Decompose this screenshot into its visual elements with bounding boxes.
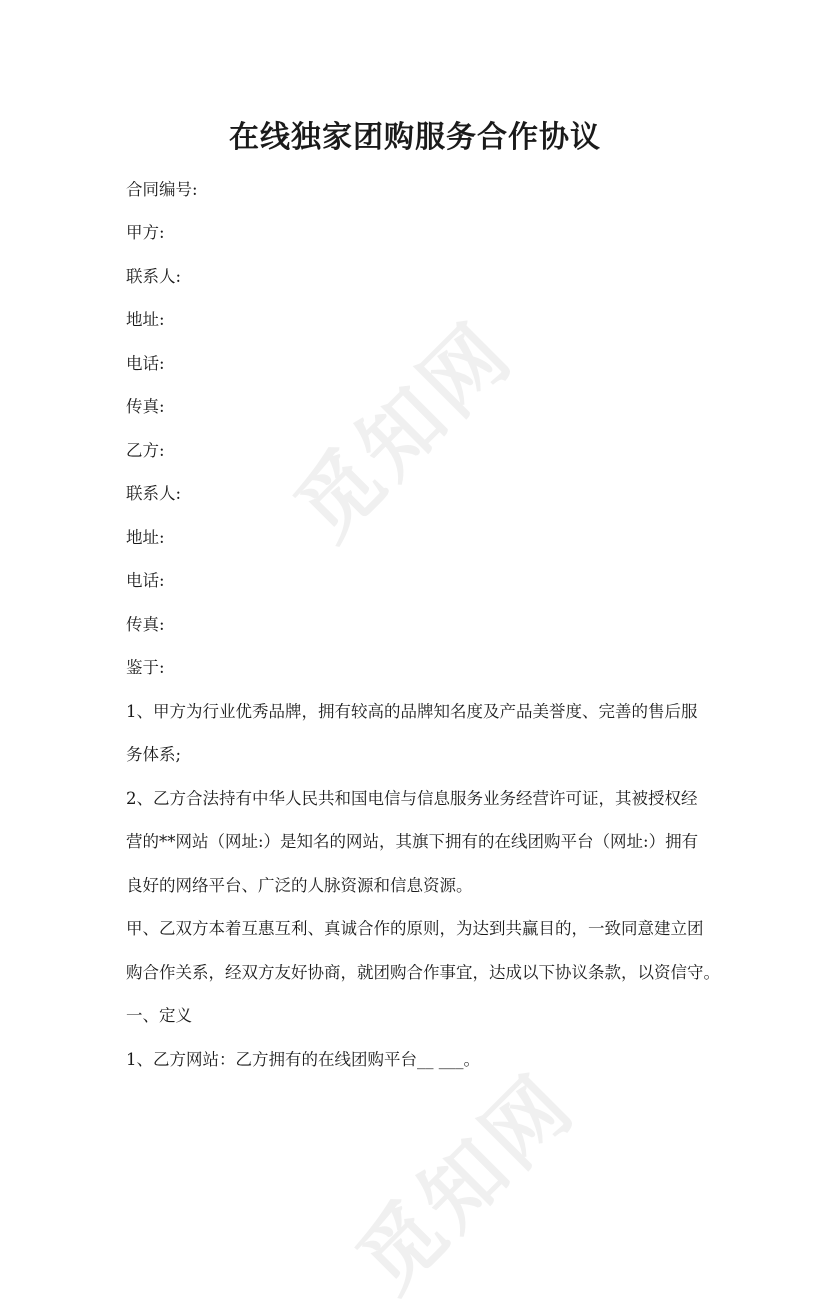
paragraph-line: 营的**网站（网址:）是知名的网站，其旗下拥有的在线团购平台（网址:）拥有	[126, 832, 699, 851]
party-a-fax-label: 传真:	[126, 397, 165, 416]
watermark: 觅知网	[340, 1056, 594, 1311]
paragraph-line: 购合作关系，经双方友好协商，就团购合作事宜，达成以下协议条款，以资信守。	[126, 963, 720, 982]
watermark: 觅知网	[278, 304, 532, 559]
party-a-label: 甲方:	[126, 223, 165, 242]
section-heading: 一、定义	[126, 1006, 192, 1025]
paragraph-line: 2、乙方合法持有中华人民共和国电信与信息服务业务经营许可证，其被授权经	[126, 789, 698, 808]
party-b-phone-label: 电话:	[126, 571, 165, 590]
contract-number-label: 合同编号:	[126, 180, 198, 199]
whereas-heading: 鉴于:	[126, 658, 165, 677]
document-title: 在线独家团购服务合作协议	[229, 120, 601, 155]
paragraph-line: 甲、乙双方本着互惠互利、真诚合作的原则，为达到共赢目的，一致同意建立团	[126, 919, 704, 938]
party-a-phone-label: 电话:	[126, 354, 165, 373]
paragraph-line: 务体系;	[126, 745, 182, 764]
party-b-address-label: 地址:	[126, 528, 165, 547]
paragraph-line: 良好的网络平台、广泛的人脉资源和信息资源。	[126, 876, 473, 895]
paragraph-line: 1、甲方为行业优秀品牌，拥有较高的品牌知名度及产品美誉度、完善的售后服	[126, 702, 698, 721]
party-b-contact-label: 联系人:	[126, 484, 182, 503]
party-b-label: 乙方:	[126, 441, 165, 460]
paragraph-line: 1、乙方网站：乙方拥有的在线团购平台__ ___。	[126, 1050, 480, 1069]
party-a-address-label: 地址:	[126, 310, 165, 329]
party-a-contact-label: 联系人:	[126, 267, 182, 286]
party-b-fax-label: 传真:	[126, 615, 165, 634]
